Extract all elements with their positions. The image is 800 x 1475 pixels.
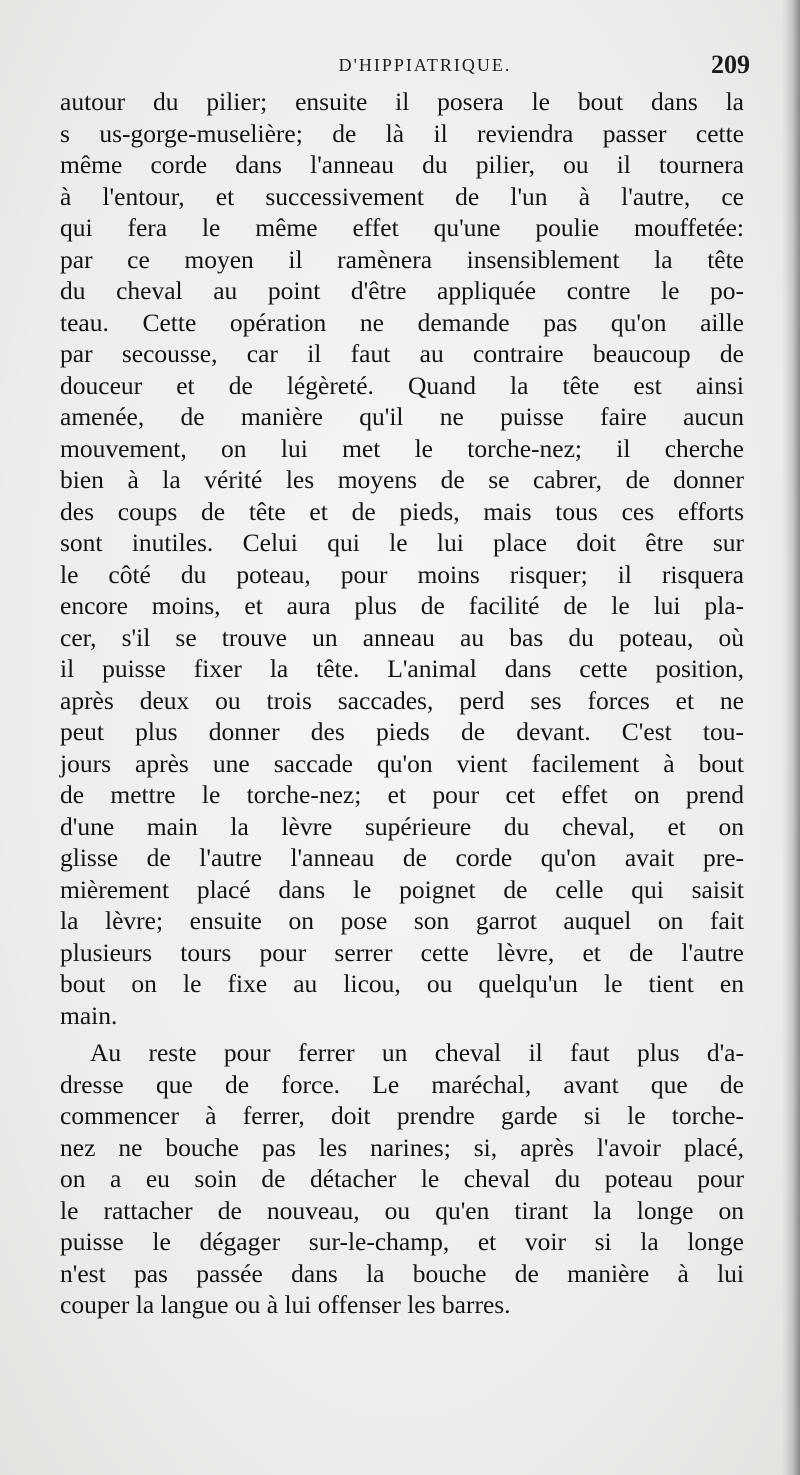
text-line: commencer à ferrer, doit prendre garde si le torche- [60, 1101, 744, 1130]
text-line: du cheval au point d'être appliquée contre le po- [60, 276, 744, 305]
text-line: douceur et de légèreté. Quand la tête est ainsi [60, 370, 744, 400]
text-line: on a eu soin de détacher le cheval du poteau pour [60, 1164, 744, 1193]
text-line: amenée, de manière qu'il ne puisse faire aucun [60, 402, 744, 431]
body-text [60, 86, 744, 1321]
page-edge-shadow [782, 0, 800, 1475]
running-head: D'HIPPIATRIQUE. [338, 55, 512, 75]
text-line: la lèvre; ensuite on pose son garrot auquel on fait [60, 906, 744, 935]
text-line: glisse de l'autre l'anneau de corde qu'on avait pre- [60, 843, 744, 872]
text-line: dresse que de force. Le maréchal, avant que de [60, 1069, 744, 1099]
text-line: le côté du poteau, pour moins risquer; il risquera [60, 559, 744, 589]
text-line: autour du pilier; ensuite il posera le bout dans la [60, 87, 744, 116]
text-line: par ce moyen il ramènera insensiblement la tête [60, 244, 744, 274]
text-line: mièrement placé dans le poignet de celle qui saisit [60, 874, 744, 904]
text-line: sont inutiles. Celui qui le lui place doit être sur [60, 528, 744, 557]
text-line: cer, s'il se trouve un anneau au bas du poteau, où [60, 622, 744, 652]
text-line: main. [60, 1000, 118, 1030]
text-line: bout on le fixe au licou, ou quelqu'un le tient en [60, 969, 744, 998]
text-line: peut plus donner des pieds de devant. C'est tou- [60, 717, 744, 746]
text-line: le rattacher de nouveau, ou qu'en tirant la longe on [60, 1195, 744, 1225]
text-line: qui fera le même effet qu'une poulie mouffetée: [60, 213, 744, 242]
text-line: couper la langue ou à lui offenser les barres. [60, 1290, 511, 1319]
text-line: plusieurs tours pour serrer cette lèvre, et de l'autre [60, 937, 744, 967]
text-line: après deux ou trois saccades, perd ses forces et ne [60, 685, 744, 715]
page-header [60, 52, 750, 82]
text-line: de mettre le torche-nez; et pour cet effet on prend [60, 780, 744, 809]
text-line: puisse le dégager sur-le-champ, et voir si la longe [60, 1227, 744, 1256]
text-line: bien à la vérité les moyens de se cabrer, de donner [60, 465, 744, 494]
text-line: encore moins, et aura plus de facilité de le lui pla- [60, 591, 744, 620]
text-line: d'une main la lèvre supérieure du cheval, et on [60, 811, 744, 841]
text-line: teau. Cette opération ne demande pas qu'on aille [60, 307, 744, 337]
text-line: s us-gorge-muselière; de là il reviendra passer cette [60, 118, 744, 148]
text-line: nez ne bouche pas les narines; si, après l'avoir placé, [60, 1132, 744, 1162]
text-line: mouvement, on lui met le torche-nez; il cherche [60, 433, 744, 463]
text-line: même corde dans l'anneau du pilier, ou il tournera [60, 150, 744, 179]
text-line: il puisse fixer la tête. L'animal dans cette position, [60, 654, 744, 683]
text-line: des coups de tête et de pieds, mais tous ces efforts [60, 496, 744, 526]
text-line: n'est pas passée dans la bouche de manière à lui [60, 1258, 744, 1288]
text-line: jours après une saccade qu'on vient facilement à bout [60, 748, 744, 778]
text-line: Au reste pour ferrer un cheval il faut plus d'a- [90, 1038, 744, 1067]
text-line: par secousse, car il faut au contraire beaucoup de [60, 339, 744, 368]
page-number: 209 [711, 50, 750, 79]
text-line: à l'entour, et successivement de l'un à l'autre, ce [60, 181, 744, 211]
